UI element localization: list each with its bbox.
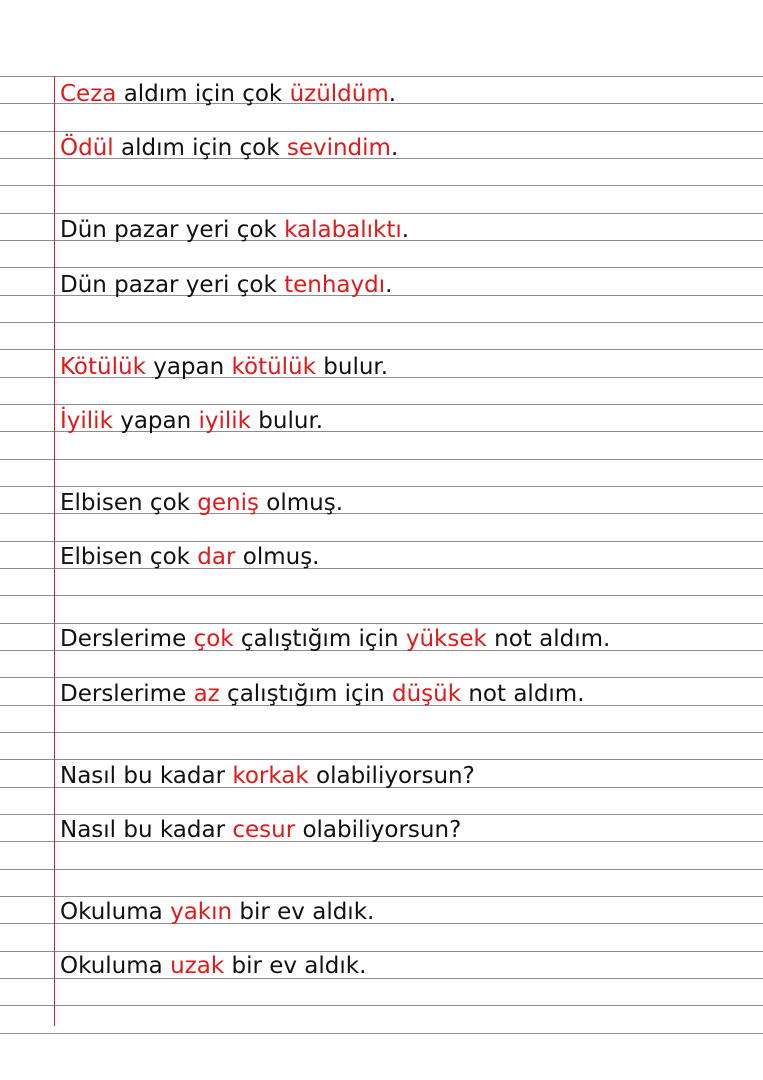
sentence-line	[60, 763, 475, 789]
ruled-line	[0, 404, 763, 405]
highlighted-word: Ceza	[60, 81, 117, 107]
ruled-line	[0, 677, 763, 678]
highlighted-word: yakın	[170, 899, 233, 925]
sentence-text: .	[390, 135, 399, 161]
sentence-line	[60, 681, 585, 707]
sentence-text: Okuluma	[60, 899, 171, 925]
highlighted-word: geniş	[197, 490, 259, 516]
highlighted-word: dar	[197, 544, 236, 570]
sentence-text: not aldım.	[461, 681, 585, 707]
sentence-line	[60, 626, 610, 652]
sentence-text: Okuluma	[60, 953, 171, 979]
ruled-line	[0, 869, 763, 870]
sentence-text: not aldım.	[486, 626, 611, 652]
sentence-line	[60, 408, 323, 434]
sentence-line	[60, 899, 374, 925]
highlighted-word: kötülük	[231, 354, 316, 380]
sentence-line	[60, 217, 409, 243]
sentence-text: Nasıl bu kadar	[60, 817, 233, 843]
highlighted-word: cesur	[232, 817, 296, 843]
ruled-line	[0, 732, 763, 733]
ruled-line	[0, 541, 763, 542]
sentence-line	[60, 544, 320, 570]
highlighted-word: İyilik	[60, 408, 113, 434]
sentence-text: yapan	[145, 354, 232, 380]
highlighted-word: Kötülük	[60, 354, 146, 380]
sentence-line	[60, 953, 366, 979]
ruled-line	[0, 76, 763, 77]
ruled-line	[0, 896, 763, 897]
sentence-text: olabiliyorsun?	[295, 817, 462, 843]
highlighted-word: düşük	[391, 681, 462, 707]
highlighted-word: Ödül	[60, 135, 114, 161]
sentence-text: Derslerime	[60, 626, 194, 652]
ruled-line	[0, 814, 763, 815]
sentence-text: aldım için çok	[116, 81, 290, 107]
sentence-line	[60, 354, 388, 380]
ruled-line	[0, 267, 763, 268]
ruled-line	[0, 951, 763, 952]
sentence-text: olabiliyorsun?	[308, 763, 475, 789]
highlighted-word: korkak	[232, 763, 309, 789]
sentence-text: bulur.	[251, 408, 324, 434]
sentence-text: olmuş.	[258, 490, 344, 516]
sentence-text: Elbisen çok	[60, 544, 198, 570]
highlighted-word: tenhaydı	[284, 272, 386, 298]
sentence-text: Dün pazar yeri çok	[60, 272, 285, 298]
sentence-line	[60, 81, 396, 107]
sentence-text: yapan	[112, 408, 199, 434]
highlighted-word: yüksek	[405, 626, 487, 652]
sentence-text: .	[401, 217, 410, 243]
sentence-text: Nasıl bu kadar	[60, 763, 233, 789]
sentence-text: çalıştığım için	[219, 681, 392, 707]
highlighted-word: üzüldüm	[289, 81, 389, 107]
ruled-line	[0, 595, 763, 596]
ruled-line	[0, 322, 763, 323]
sentence-text: .	[385, 272, 393, 298]
ruled-line	[0, 131, 763, 132]
ruled-line	[0, 349, 763, 350]
highlighted-word: çok	[193, 626, 234, 652]
sentence-text: çalıştığım için	[233, 626, 406, 652]
sentence-text: bir ev aldık.	[232, 899, 375, 925]
sentence-text: Derslerime	[60, 681, 194, 707]
sentence-line	[60, 817, 461, 843]
highlighted-word: iyilik	[198, 408, 251, 434]
sentence-line	[60, 490, 343, 516]
sentence-text: Elbisen çok	[60, 490, 198, 516]
sentence-text: bir ev aldık.	[224, 953, 367, 979]
highlighted-word: uzak	[170, 953, 225, 979]
sentence-line	[60, 272, 392, 298]
highlighted-word: sevindim	[286, 135, 391, 161]
sentence-text: Dün pazar yeri çok	[60, 217, 285, 243]
sentence-text: aldım için çok	[113, 135, 287, 161]
sentence-text: olmuş.	[235, 544, 320, 570]
ruled-line	[0, 759, 763, 760]
highlighted-word: az	[193, 681, 220, 707]
sentence-text: bulur.	[315, 354, 389, 380]
ruled-line	[0, 213, 763, 214]
ruled-line	[0, 486, 763, 487]
sentence-line	[60, 135, 398, 161]
ruled-line	[0, 185, 763, 186]
ruled-line	[0, 459, 763, 460]
ruled-line	[0, 623, 763, 624]
ruled-line	[0, 1033, 763, 1034]
highlighted-word: kalabalıktı	[284, 217, 402, 243]
ruled-line	[0, 1005, 763, 1006]
sentence-text: .	[388, 81, 397, 107]
red-margin-line	[54, 76, 55, 1026]
